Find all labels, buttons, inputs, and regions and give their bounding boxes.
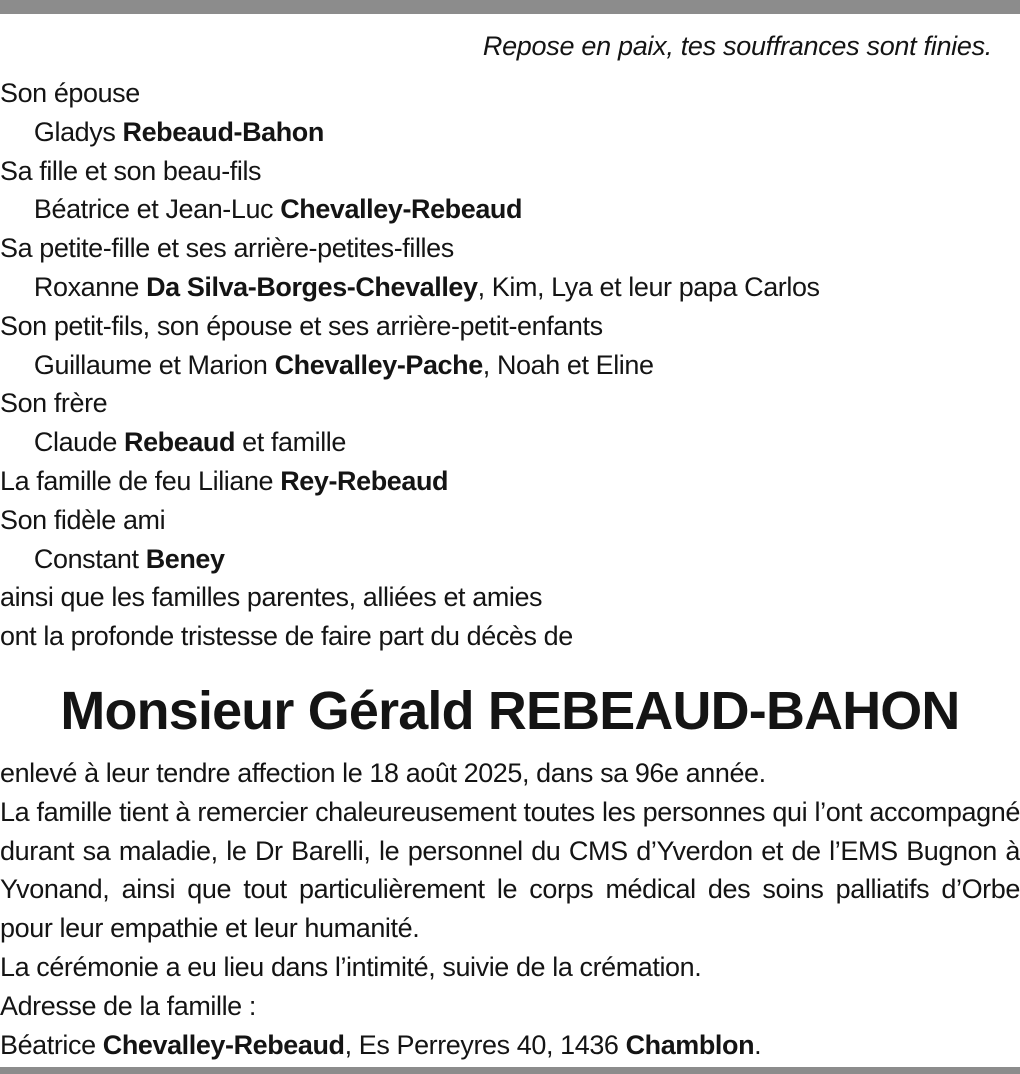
daughter-name: Béatrice et Jean-Luc Chevalley-Rebeaud <box>33 194 523 225</box>
deceased-name: Monsieur Gérald REBEAUD-BAHON <box>60 680 960 741</box>
brother-surname: Rebeaud <box>124 427 236 458</box>
granddaughter-label: Sa petite-fille et ses arrière-petites-filles <box>0 233 454 264</box>
friend-surname: Beney <box>145 543 225 574</box>
grandson-surname: Chevalley-Pache <box>274 349 483 380</box>
granddaughter-surname: Da Silva-Borges-Chevalley <box>146 271 478 302</box>
announcement-line: ont la profonde tristesse de faire part du décès de <box>0 621 573 652</box>
bottom-rule <box>0 1067 1020 1074</box>
wife-surname: Rebeaud-Bahon <box>122 116 324 147</box>
daughter-label: Sa fille et son beau-fils <box>0 155 262 186</box>
grandson-name: Guillaume et Marion Chevalley-Pache, Noah et Eline <box>33 349 654 380</box>
obituary-notice <box>0 28 1020 1064</box>
brother-name: Claude Rebeaud et famille <box>33 427 346 458</box>
other-families: ainsi que les familles parentes, alliées et amies <box>0 582 543 613</box>
address-city: Chamblon <box>625 1029 755 1060</box>
friend-name: Constant Beney <box>33 543 225 574</box>
grandson-label: Son petit-fils, son épouse et ses arrière-petit-enfants <box>0 310 603 341</box>
wife-label: Son épouse <box>0 78 140 108</box>
granddaughter-name: Roxanne Da Silva-Borges-Chevalley, Kim, Lya et leur papa Carlos <box>33 271 820 302</box>
brother-label: Son frère <box>0 388 108 419</box>
epigraph: Repose en paix, tes souffrances sont finies. <box>482 31 992 61</box>
thanks-paragraph: La famille tient à remercier chaleureusement toutes les personnes qui l’ont accompagné durant sa maladie, le Dr Barelli, le personnel du CMS d’Yverdon et de l’EMS Bugnon à Yvonand, ainsi que tout particulièrement le corps médical des soins palliatifs d’Orbe pour leur empathie et leur humanité. <box>0 796 1020 944</box>
address-label: Adresse de la famille : <box>0 990 256 1021</box>
friend-label: Son fidèle ami <box>0 504 166 535</box>
death-date-line: enlevé à leur tendre affection le 18 août 2025, dans sa 96e année. <box>0 757 766 788</box>
late-sister-family: La famille de feu Liliane Rey-Rebeaud <box>0 465 449 496</box>
wife-name: Gladys Rebeaud-Bahon <box>33 116 324 147</box>
top-rule <box>0 0 1020 14</box>
late-sister-surname: Rey-Rebeaud <box>280 465 449 496</box>
ceremony-line: La cérémonie a eu lieu dans l’intimité, suivie de la crémation. <box>0 951 702 982</box>
daughter-surname: Chevalley-Rebeaud <box>280 194 523 225</box>
family-address: Béatrice Chevalley-Rebeaud, Es Perreyres 40, 1436 Chamblon. <box>0 1029 762 1060</box>
address-surname: Chevalley-Rebeaud <box>102 1029 345 1060</box>
